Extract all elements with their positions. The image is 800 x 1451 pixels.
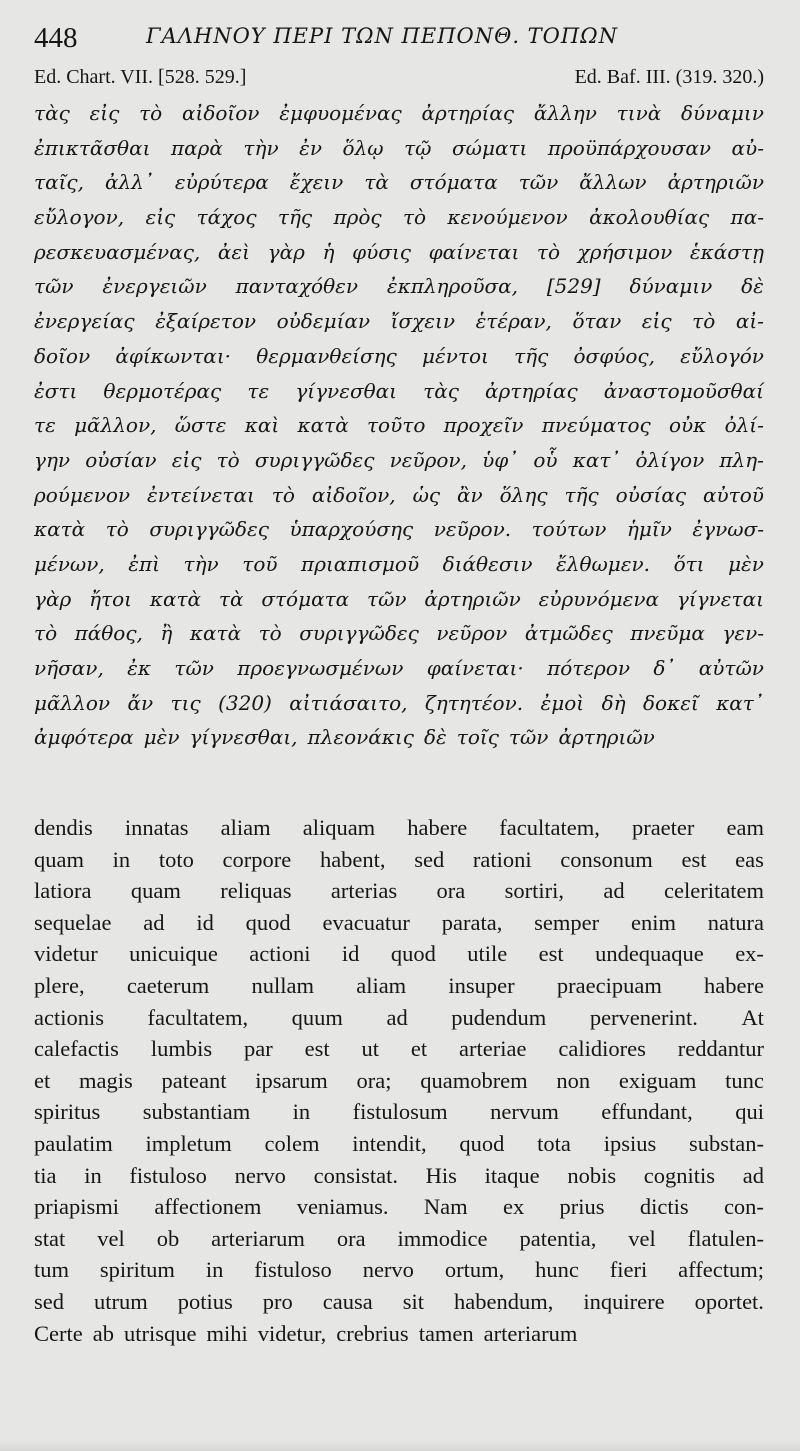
page-number: 448 bbox=[34, 22, 78, 54]
edition-basel: Ed. Baf. III. (319. 320.) bbox=[574, 66, 764, 88]
greek-text-line: ἐπικτᾶσθαι παρὰ τὴν ἐν ὅλῳ τῷ σώματι προϋπάρχουσαν αὐ- bbox=[34, 135, 764, 160]
latin-text-line: actionis facultatem, quum ad pudendum pervenerint. At bbox=[34, 1004, 764, 1030]
latin-text-line: tia in fistuloso nervo consistat. His itaque nobis cognitis ad bbox=[34, 1162, 764, 1188]
latin-text-line: stat vel ob arteriarum ora immodice patentia, vel flatulen- bbox=[34, 1225, 764, 1251]
greek-text-block bbox=[34, 96, 764, 755]
latin-text-line: dendis innatas aliam aliquam habere facultatem, praeter eam bbox=[34, 815, 764, 840]
greek-text-line: ἐνεργείας ἐξαίρετον οὐδεμίαν ἴσχειν ἑτέραν, ὅταν εἰς τὸ αἰ- bbox=[34, 309, 764, 334]
greek-text-line: ἐστι θερμοτέρας τε γίγνεσθαι τὰς ἀρτηρίας ἀναστομοῦσθαί bbox=[34, 378, 764, 403]
latin-text-line: sequelae ad id quod evacuatur parata, semper enim natura bbox=[34, 909, 764, 935]
greek-text-line: τε μᾶλλον, ὥστε καὶ κατὰ τοῦτο προχεῖν πνεύματος οὐκ ὀλί- bbox=[34, 413, 764, 438]
greek-text-line: νῆσαν, ἐκ τῶν προεγνωσμένων φαίνεται· πότερον δ᾽ αὐτῶν bbox=[34, 656, 764, 680]
latin-text-line: plere, caeterum nullam aliam insuper praecipuam habere bbox=[34, 972, 764, 998]
greek-text-line: ἀμφότερα μὲν γίγνεσθαι, πλεονάκις δὲ τοῖς τῶν ἀρτηριῶν bbox=[34, 725, 655, 750]
edition-chartier: Ed. Chart. VII. [528. 529.] bbox=[34, 66, 247, 88]
running-title: ΓΑΛΗΝΟΥ ΠΕΡΙ ΤΩΝ ΠΕΠΟΝΘ. ΤΟΠΩΝ bbox=[146, 24, 618, 48]
page-header bbox=[34, 22, 774, 62]
latin-text-line: quam in toto corpore habent, sed rationi consonum est eas bbox=[34, 846, 764, 872]
latin-text-line: sed utrum potius pro causa sit habendum, inquirere oportet. bbox=[34, 1288, 764, 1314]
latin-text-line: spiritus substantiam in fistulosum nervum effundant, qui bbox=[34, 1099, 764, 1125]
greek-text-line: ταῖς, ἀλλ᾽ εὐρύτερα ἔχειν τὰ στόματα τῶν ἄλλων ἀρτηριῶν bbox=[34, 170, 764, 195]
greek-text-line: εὔλογον, εἰς τάχος τῆς πρὸς τὸ κενούμενον ἀκολουθίας πα- bbox=[34, 205, 764, 230]
latin-text-line: tum spiritum in fistuloso nervo ortum, hunc fieri affectum; bbox=[34, 1257, 764, 1283]
greek-text-line: τῶν ἐνεργειῶν πανταχόθεν ἐκπληροῦσα, [529] δύναμιν δὲ bbox=[34, 274, 764, 299]
latin-text-line: et magis pateant ipsarum ora; quamobrem non exiguam tunc bbox=[34, 1067, 764, 1093]
latin-text-line: calefactis lumbis par est ut et arteriae calidiores reddantur bbox=[34, 1036, 764, 1062]
greek-text-line: γὰρ ἤτοι κατὰ τὰ στόματα τῶν ἀρτηριῶν εὐρυνόμενα γίγνεται bbox=[34, 586, 764, 611]
page-bottom-edge bbox=[0, 1440, 800, 1451]
latin-text-line: Certe ab utrisque mihi videtur, crebrius tamen arteriarum bbox=[34, 1320, 578, 1346]
greek-text-line: ρούμενον ἐντείνεται τὸ αἰδοῖον, ὡς ἂν ὅλης τῆς οὐσίας αὐτοῦ bbox=[34, 482, 764, 507]
greek-text-line: κατὰ τὸ συριγγῶδες ὑπαρχούσης νεῦρον. τούτων ἡμῖν ἐγνωσ- bbox=[34, 517, 764, 542]
greek-text-line: ρεσκευασμένας, ἀεὶ γὰρ ἡ φύσις φαίνεται τὸ χρήσιμον ἑκάστῃ bbox=[34, 239, 764, 264]
latin-text-line: paulatim impletum colem intendit, quod tota ipsius substan- bbox=[34, 1130, 764, 1156]
greek-text-line: μένων, ἐπὶ τὴν τοῦ πριαπισμοῦ διάθεσιν ἔλθωμεν. ὅτι μὲν bbox=[34, 551, 764, 576]
greek-text-line: τὰς εἰς τὸ αἰδοῖον ἐμφυομένας ἀρτηρίας ἄλλην τινὰ δύναμιν bbox=[34, 101, 764, 125]
greek-text-line: γην οὐσίαν εἰς τὸ συριγγῶδες νεῦρον, ὑφ᾽ οὗ κατ᾽ ὀλίγον πλη- bbox=[34, 447, 764, 472]
greek-text-line: τὸ πάθος, ἢ κατὰ τὸ συριγγῶδες νεῦρον ἀτμῶδες πνεῦμα γεν- bbox=[34, 621, 764, 646]
edition-references bbox=[34, 66, 764, 94]
greek-text-line: δοῖον ἀφίκωνται· θερμανθείσης μέντοι τῆς ὀσφύος, εὔλογόν bbox=[34, 343, 764, 368]
latin-text-line: videtur unicuique actioni id quod utile est undequaque ex- bbox=[34, 941, 764, 967]
latin-text-line: latiora quam reliquas arterias ora sortiri, ad celeritatem bbox=[34, 878, 764, 904]
latin-text-block bbox=[34, 812, 764, 1349]
latin-text-line: priapismi affectionem veniamus. Nam ex prius dictis con- bbox=[34, 1194, 764, 1220]
greek-text-line: μᾶλλον ἄν τις (320) αἰτιάσαιτο, ζητητέον. ἐμοὶ δὴ δοκεῖ κατ᾽ bbox=[34, 690, 764, 715]
